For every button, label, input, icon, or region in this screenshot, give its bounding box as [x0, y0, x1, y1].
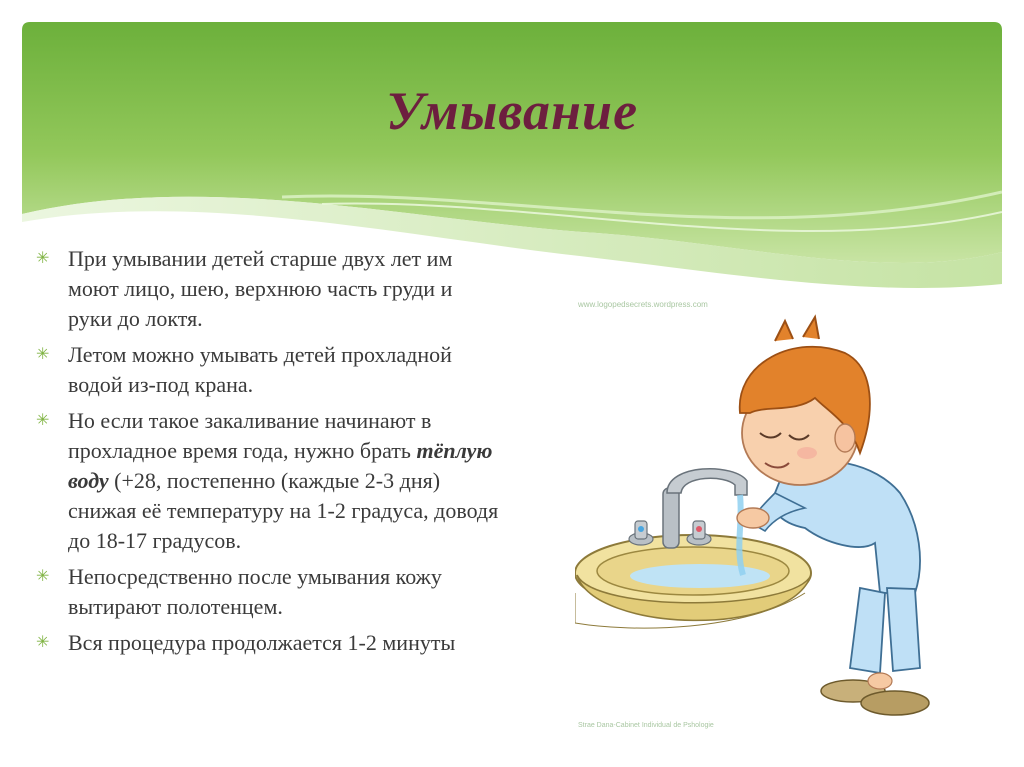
bullet-text: Непосредственно после умывания кожу вытирают полотенцем. [68, 564, 442, 619]
asterisk-bullet-icon: ✳ [36, 634, 50, 651]
bullet-text: Но если такое закаливание начинают в прохладное время года, нужно брать [68, 408, 432, 463]
image-watermark-top: www.logopedsecrets.wordpress.com [578, 300, 708, 309]
image-watermark-bottom: Strae Dana-Cabinet Individual de Pshologie [578, 722, 714, 729]
bullet-item [32, 244, 502, 334]
emphasized-text: тёплую воду [68, 438, 493, 493]
asterisk-bullet-icon: ✳ [36, 412, 50, 429]
asterisk-bullet-icon: ✳ [36, 346, 50, 363]
bullet-item [32, 628, 502, 658]
boy-at-sink-icon [575, 293, 960, 733]
bullet-text: При умывании детей старше двух лет им моют лицо, шею, верхнюю часть груди и руки до локтя. [68, 246, 453, 331]
bullet-text: Летом можно умывать детей прохладной водой из-под крана. [68, 342, 452, 397]
bullet-item [32, 340, 502, 400]
bullet-text: Вся процедура продолжается 1-2 минуты [68, 630, 456, 655]
bullet-list [32, 244, 502, 664]
bullet-item [32, 406, 502, 556]
asterisk-bullet-icon: ✳ [36, 250, 50, 267]
boy-washing-illustration [575, 293, 960, 733]
bullet-item [32, 562, 502, 622]
asterisk-bullet-icon: ✳ [36, 568, 50, 585]
slide-title: Умывание [385, 81, 639, 141]
bullet-text-continued: (+28, постепенно (каждые 2-3 дня) снижая её температуру на 1-2 градуса, доводя до 18-17 градусов. [68, 468, 499, 553]
